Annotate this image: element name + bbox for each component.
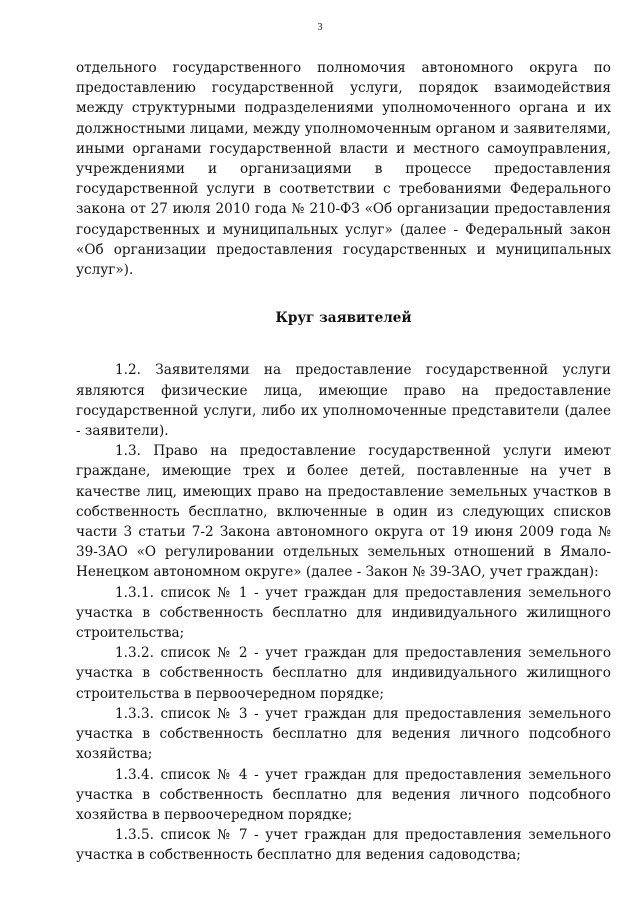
section-title: Круг заявителей	[275, 310, 412, 327]
document-body	[76, 58, 611, 866]
paragraph-1-3-3: 1.3.3. список № 3 - учет граждан для предоставления земельного участка в собственность бесплатно для ведения личного подсобного хозяйства;	[76, 705, 611, 763]
paragraph-1-3: 1.3. Право на предоставление государственной услуги имеют граждане, имеющие трех и более детей, поставленные на учет в качестве лиц, имеющих право на предоставление земельных участков в собственность бесплатно, включенные в один из следующих списков части 3 статьи 7-2 Закона автономного округа от 19 июня 2009 года № 39-ЗАО «О регулировании отдельных земельных отношений в Ямало-Ненецком автономном округе» (далее - Закон № 39-ЗАО, учет граждан):	[76, 443, 611, 581]
page-number: 3	[317, 22, 323, 33]
paragraph-1-3-5: 1.3.5. список № 7 - учет граждан для предоставления земельного участка в собственность бесплатно для ведения садоводства;	[76, 827, 611, 864]
paragraph-1-3-1: 1.3.1. список № 1 - учет граждан для предоставления земельного участка в собственность бесплатно для индивидуального жилищного строительства;	[76, 584, 611, 642]
paragraph-1-2: 1.2. Заявителями на предоставление государственной услуги являются физические лица, имеющие право на предоставление государственной услуги, либо их уполномоченные представители (далее - заявители).	[76, 362, 611, 440]
paragraph-1-3-2: 1.3.2. список № 2 - учет граждан для предоставления земельного участка в собственность бесплатно для индивидуального жилищного строительства в первоочередном порядке;	[76, 645, 611, 702]
paragraph-1-3-4: 1.3.4. список № 4 - учет граждан для предоставления земельного участка в собственность бесплатно для ведения личного подсобного хозяйства в первоочередном порядке;	[76, 766, 611, 823]
intro-paragraph: отдельного государственного полномочия автономного округа по предоставлению государственной услуги, порядок взаимодействия между структурными подразделениями уполномоченного органа и их должностными лицами, между уполномоченным органом и заявителями, иными органами государственной власти и местного самоуправления, учреждениями и организациями в процессе предоставления государственной услуги в соответствии с требованиями Федерального закона от 27 июля 2010 года № 210-ФЗ «Об организации предоставления государственных и муниципальных услуг» (далее - Федеральный закон «Об организации предоставления государственных и муниципальных услуг»).	[76, 60, 611, 279]
